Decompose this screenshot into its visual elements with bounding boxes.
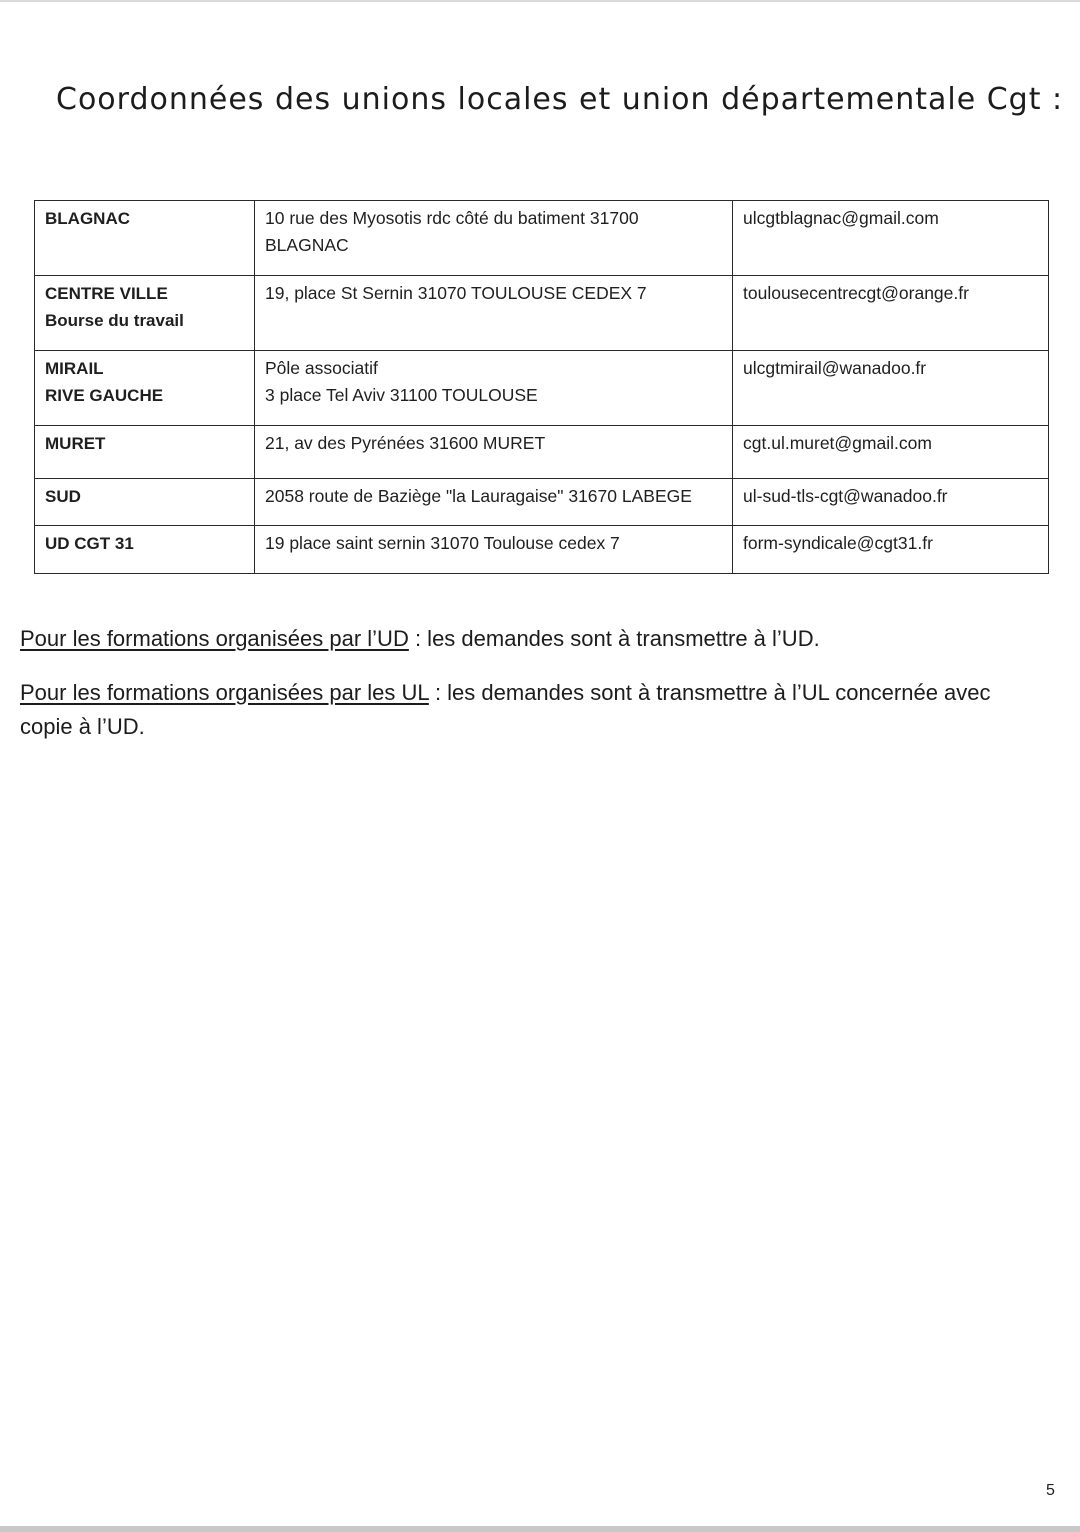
address-line: 3 place Tel Aviv 31100 TOULOUSE [265,385,538,405]
union-name-cell [35,351,255,426]
address-line: 19 place saint sernin 31070 Toulouse cedex 7 [265,533,620,553]
top-edge-rule [0,0,1080,2]
union-name-cell [35,526,255,574]
union-name-cell [35,276,255,351]
address-cell [255,201,733,276]
address-cell [255,351,733,426]
email-cell: ulcgtblagnac@gmail.com [733,201,1049,276]
email-cell: ulcgtmirail@wanadoo.fr [733,351,1049,426]
address-cell [255,426,733,479]
union-subname: Bourse du travail [45,311,184,330]
ud-training-text: : les demandes sont à transmettre à l’UD. [408,626,820,651]
ul-training-heading: Pour les formations organisées par les UL [20,680,429,705]
ud-training-paragraph [20,622,1060,656]
email-cell: cgt.ul.muret@gmail.com [733,426,1049,479]
address-line: 21, av des Pyrénées 31600 MURET [265,433,546,453]
ul-training-text: : les demandes sont à transmettre à l’UL concernée avec copie à l’UD. [20,680,991,739]
table-row [35,479,1049,526]
address-cell [255,276,733,351]
address-cell [255,526,733,574]
email-cell: form-syndicale@cgt31.fr [733,526,1049,574]
union-name-cell [35,201,255,276]
email-cell: toulousecentrecgt@orange.fr [733,276,1049,351]
table-row [35,426,1049,479]
page-number: 5 [1046,1482,1055,1499]
union-name-cell [35,426,255,479]
address-cell [255,479,733,526]
union-name: UD CGT 31 [45,534,134,553]
ud-training-heading: Pour les formations organisées par l’UD [20,626,409,651]
union-name: MURET [45,434,106,453]
address-line: 10 rue des Myosotis rdc côté du batiment 31700 [265,208,639,228]
union-name: BLAGNAC [45,209,130,228]
address-line: 19, place St Sernin 31070 TOULOUSE CEDEX 7 [265,283,647,303]
union-name: MIRAIL [45,359,104,378]
union-name-cell [35,479,255,526]
address-line: BLAGNAC [265,235,349,255]
table-row [35,351,1049,426]
table-row [35,201,1049,276]
bottom-edge-rule [0,1526,1080,1532]
union-name: SUD [45,487,81,506]
union-name: CENTRE VILLE [45,284,168,303]
table-row [35,276,1049,351]
address-line: 2058 route de Baziège "la Lauragaise" 31670 LABEGE [265,486,692,506]
email-cell: ul-sud-tls-cgt@wanadoo.fr [733,479,1049,526]
ul-training-paragraph [20,676,1030,744]
contacts-table [34,200,1049,574]
table-row [35,526,1049,574]
page-title: Coordonnées des unions locales et union départementale Cgt : [56,82,1064,117]
address-line: Pôle associatif [265,358,378,378]
union-subname: RIVE GAUCHE [45,386,164,405]
